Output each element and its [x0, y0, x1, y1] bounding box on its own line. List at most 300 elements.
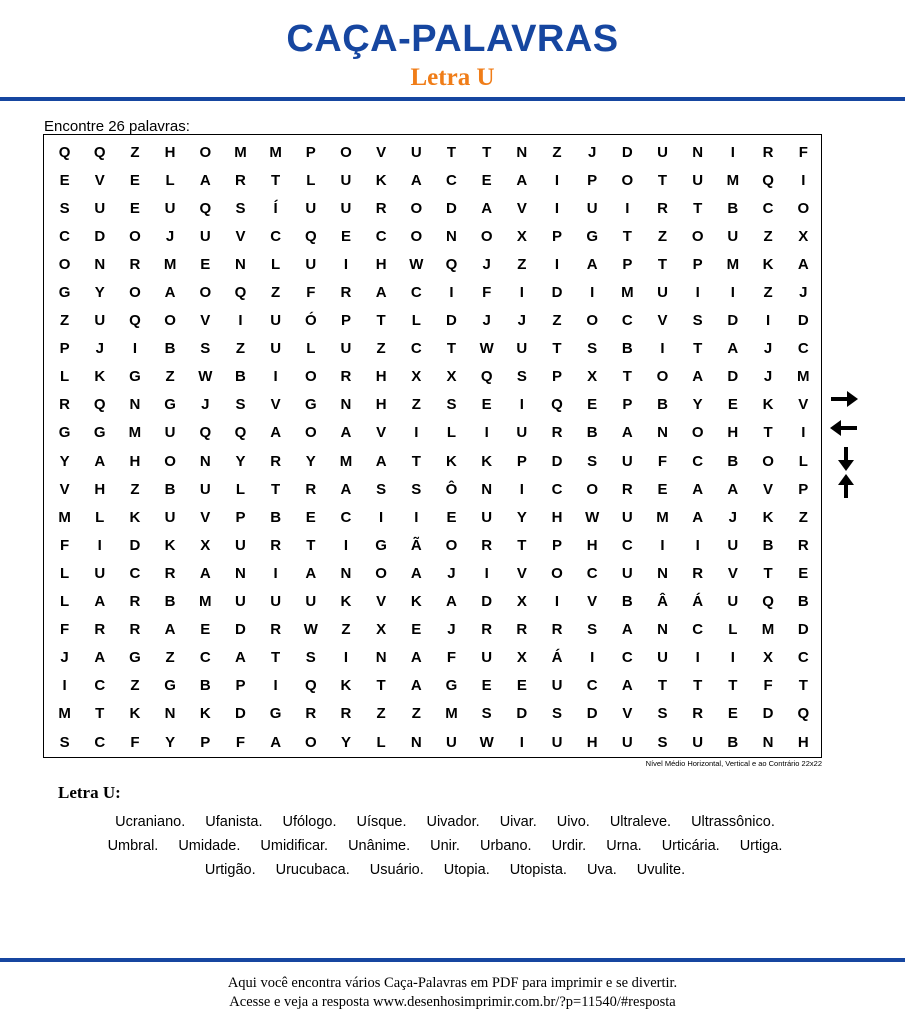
- grid-cell: T: [446, 340, 457, 358]
- grid-cell: O: [340, 143, 352, 161]
- grid-cell: X: [411, 368, 422, 386]
- grid-cell: A: [692, 508, 704, 526]
- grid-cell: B: [621, 340, 633, 358]
- grid-cell: S: [587, 621, 598, 639]
- grid-cell: A: [621, 677, 633, 695]
- grid-cell: K: [762, 396, 774, 414]
- grid-cell: Y: [165, 733, 176, 751]
- grid-cell: V: [622, 705, 633, 723]
- grid-cell: A: [410, 171, 422, 189]
- grid-cell: C: [692, 621, 704, 639]
- grid-cell: I: [554, 171, 560, 189]
- grid-cell: K: [129, 508, 141, 526]
- grid-cell: A: [94, 593, 106, 611]
- grid-cell: J: [447, 564, 456, 582]
- grid-cell: R: [164, 564, 176, 582]
- grid-cell: U: [164, 424, 176, 442]
- grid-cell: J: [482, 312, 491, 330]
- grid-cell: A: [410, 564, 422, 582]
- grid-cell: O: [164, 312, 176, 330]
- grid-cell: M: [199, 593, 212, 611]
- grid-cell: A: [340, 424, 352, 442]
- grid-cell: I: [590, 284, 595, 302]
- grid-cell: H: [94, 480, 106, 498]
- grid-cell: F: [446, 649, 457, 667]
- grid-cell: Z: [165, 649, 175, 667]
- grid-cell: U: [727, 227, 739, 245]
- grid-cell: P: [59, 340, 70, 358]
- grid-cell: Q: [304, 227, 317, 245]
- word-list-item: Urtiga.: [739, 838, 783, 854]
- grid-cell: A: [586, 255, 598, 273]
- grid-cell: X: [516, 593, 527, 611]
- grid-cell: Z: [376, 340, 386, 358]
- word-list-item: Urbano.: [479, 838, 532, 854]
- word-list-item: Ucraniano.: [115, 814, 186, 830]
- word-list-item: Umbral.: [107, 838, 159, 854]
- grid-cell: T: [763, 424, 773, 442]
- grid-cell: C: [621, 649, 633, 667]
- grid-cell: I: [238, 312, 243, 330]
- grid-cell: Ô: [445, 480, 458, 498]
- grid-cell: U: [199, 227, 211, 245]
- grid-cell: V: [376, 424, 387, 442]
- grid-cell: O: [691, 424, 704, 442]
- word-list-item: Uísque.: [356, 814, 407, 830]
- grid-row: [47, 644, 821, 672]
- grid-cell: D: [446, 312, 457, 330]
- grid-cell: A: [94, 649, 106, 667]
- grid-cell: T: [376, 677, 386, 695]
- grid-cell: W: [585, 508, 600, 526]
- grid-cell: D: [235, 705, 246, 723]
- grid-cell: M: [761, 621, 775, 639]
- grid-cell: N: [410, 733, 422, 751]
- grid-cell: R: [481, 621, 493, 639]
- grid-cell: M: [797, 368, 810, 386]
- grid-cell: N: [129, 396, 141, 414]
- grid-cell: A: [94, 452, 106, 470]
- grid-cell: K: [129, 705, 141, 723]
- grid-cell: C: [586, 564, 598, 582]
- grid-cell: A: [481, 199, 493, 217]
- grid-cell: T: [517, 536, 527, 554]
- grid-cell: A: [797, 255, 809, 273]
- grid-row: [47, 335, 821, 363]
- grid-cell: Z: [411, 705, 421, 723]
- grid-cell: I: [132, 340, 138, 358]
- grid-cell: S: [587, 452, 598, 470]
- word-list-line: [40, 810, 850, 834]
- grid-cell: O: [410, 227, 423, 245]
- grid-cell: I: [625, 199, 630, 217]
- word-list-item: Umidade.: [178, 838, 241, 854]
- grid-row: [47, 588, 821, 616]
- grid-cell: A: [727, 480, 739, 498]
- grid-cell: N: [692, 143, 704, 161]
- grid-cell: H: [797, 733, 809, 751]
- word-list-item: Ultraleve.: [609, 814, 672, 830]
- grid-cell: R: [235, 171, 246, 189]
- word-list-item: Urdir.: [551, 838, 587, 854]
- grid-row: [47, 222, 821, 250]
- grid-cell: K: [410, 593, 422, 611]
- grid-cell: U: [164, 199, 176, 217]
- grid-cell: T: [552, 340, 562, 358]
- grid-cell: H: [375, 255, 387, 273]
- word-list-item: Ultrassônico.: [691, 814, 775, 830]
- grid-cell: U: [446, 733, 457, 751]
- grid-cell: N: [516, 143, 528, 161]
- grid-cell: U: [94, 312, 106, 330]
- grid-cell: N: [762, 733, 774, 751]
- grid-cell: V: [94, 171, 105, 189]
- grid-cell: S: [59, 199, 70, 217]
- grid-cell: D: [621, 143, 633, 161]
- grid-cell: A: [199, 171, 211, 189]
- grid-cell: I: [519, 396, 524, 414]
- grid-cell: N: [657, 621, 668, 639]
- grid-cell: O: [410, 199, 423, 217]
- grid-cell: S: [59, 733, 70, 751]
- grid-cell: B: [270, 508, 282, 526]
- grid-cell: M: [656, 508, 669, 526]
- grid-cell: U: [657, 284, 668, 302]
- grid-table: [47, 138, 821, 756]
- grid-cell: M: [726, 171, 740, 189]
- grid-cell: C: [340, 508, 352, 526]
- grid-cell: R: [270, 536, 282, 554]
- grid-cell: K: [762, 508, 774, 526]
- grid-cell: I: [695, 536, 700, 554]
- grid-cell: I: [519, 284, 524, 302]
- grid-cell: E: [129, 199, 140, 217]
- grid-cell: Q: [199, 199, 212, 217]
- grid-cell: I: [660, 536, 665, 554]
- grid-cell: U: [340, 171, 352, 189]
- grid-cell: R: [129, 593, 141, 611]
- grid-cell: D: [446, 199, 457, 217]
- grid-cell: A: [199, 564, 211, 582]
- grid-cell: H: [586, 536, 598, 554]
- grid-cell: U: [727, 536, 739, 554]
- grid-cell: X: [763, 649, 774, 667]
- grid-cell: B: [164, 593, 176, 611]
- grid-row: [47, 503, 821, 531]
- grid-cell: G: [586, 227, 598, 245]
- grid-cell: K: [164, 536, 176, 554]
- grid-cell: N: [340, 396, 352, 414]
- grid-cell: T: [622, 368, 632, 386]
- grid-cell: O: [304, 733, 317, 751]
- grid-cell: R: [797, 536, 809, 554]
- grid-cell: U: [235, 593, 246, 611]
- word-list-item: Usuário.: [369, 862, 424, 878]
- grid-cell: N: [340, 564, 352, 582]
- grid-row: [47, 166, 821, 194]
- grid-cell: W: [198, 368, 213, 386]
- grid-cell: F: [130, 733, 140, 751]
- grid-cell: A: [164, 621, 176, 639]
- grid-cell: T: [306, 536, 316, 554]
- grid-cell: N: [657, 424, 668, 442]
- grid-cell: Â: [657, 593, 668, 611]
- grid-cell: P: [551, 536, 562, 554]
- grid-cell: I: [554, 593, 560, 611]
- grid-cell: J: [201, 396, 210, 414]
- grid-cell: D: [551, 284, 563, 302]
- grid-cell: I: [660, 340, 665, 358]
- grid-row: [47, 559, 821, 587]
- grid-cell: O: [445, 536, 458, 554]
- grid-cell: E: [481, 171, 492, 189]
- grid-cell: J: [763, 340, 773, 358]
- grid-cell: I: [379, 508, 384, 526]
- grid-cell: B: [621, 593, 633, 611]
- grid-cell: R: [692, 705, 704, 723]
- grid-cell: H: [164, 143, 176, 161]
- grid-cell: I: [519, 480, 524, 498]
- grid-cell: L: [165, 171, 175, 189]
- word-list-item: Utopia.: [443, 862, 490, 878]
- grid-cell: R: [270, 621, 282, 639]
- grid-cell: V: [516, 199, 527, 217]
- grid-cell: O: [586, 480, 598, 498]
- grid-row: [47, 391, 821, 419]
- grid-cell: C: [692, 452, 704, 470]
- grid-cell: R: [551, 621, 563, 639]
- word-list-item: Ufólogo.: [282, 814, 337, 830]
- grid-cell: H: [375, 368, 387, 386]
- grid-cell: M: [234, 143, 247, 161]
- grid-cell: Z: [60, 312, 70, 330]
- grid-cell: F: [798, 143, 808, 161]
- grid-cell: K: [199, 705, 211, 723]
- grid-cell: H: [129, 452, 141, 470]
- grid-cell: V: [587, 593, 598, 611]
- grid-cell: T: [657, 255, 668, 273]
- grid-cell: P: [305, 143, 316, 161]
- grid-cell: C: [94, 677, 106, 695]
- word-list-item: Uivar.: [499, 814, 537, 830]
- grid-cell: O: [58, 255, 71, 273]
- grid-row: [47, 700, 821, 728]
- grid-cell: T: [482, 143, 492, 161]
- grid-cell: Q: [551, 396, 563, 414]
- grid-cell: Z: [763, 227, 773, 245]
- grid-cell: E: [305, 508, 316, 526]
- grid-cell: Q: [234, 424, 247, 442]
- grid-cell: T: [693, 677, 703, 695]
- grid-cell: C: [410, 284, 422, 302]
- grid-cell: A: [340, 480, 352, 498]
- grid-cell: T: [271, 171, 281, 189]
- grid-cell: P: [340, 312, 351, 330]
- grid-cell: Q: [234, 284, 247, 302]
- grid-cell: I: [62, 677, 67, 695]
- grid-cell: I: [484, 564, 489, 582]
- grid-cell: E: [516, 677, 527, 695]
- grid-cell: I: [343, 649, 349, 667]
- grid-cell: A: [375, 452, 387, 470]
- grid-cell: Q: [762, 593, 774, 611]
- grid-cell: P: [798, 480, 809, 498]
- grid-cell: Q: [797, 705, 810, 723]
- grid-cell: S: [587, 340, 598, 358]
- grid-cell: Q: [199, 424, 212, 442]
- grid-cell: E: [587, 396, 598, 414]
- grid-cell: P: [235, 677, 246, 695]
- grid-cell: D: [797, 621, 809, 639]
- grid-cell: O: [304, 424, 317, 442]
- grid-cell: Z: [552, 143, 562, 161]
- grid-cell: M: [621, 284, 634, 302]
- word-list-item: Urna.: [606, 838, 642, 854]
- arrow-right-icon: [828, 387, 860, 411]
- grid-cell: N: [199, 452, 211, 470]
- grid-cell: F: [306, 284, 316, 302]
- grid-cell: B: [727, 733, 739, 751]
- grid-cell: X: [516, 649, 527, 667]
- grid-cell: G: [269, 705, 282, 723]
- grid-cell: S: [235, 199, 246, 217]
- grid-cell: E: [59, 171, 70, 189]
- grid-cell: T: [657, 171, 668, 189]
- grid-cell: U: [516, 424, 528, 442]
- footer-divider: [0, 958, 905, 962]
- grid-cell: T: [693, 199, 703, 217]
- grid-cell: W: [303, 621, 318, 639]
- grid-cell: R: [270, 452, 282, 470]
- grid-cell: A: [410, 677, 422, 695]
- grid-cell: O: [199, 143, 212, 161]
- grid-cell: I: [97, 536, 102, 554]
- grid-cell: G: [58, 424, 71, 442]
- grid-cell: E: [411, 621, 422, 639]
- grid-cell: Z: [130, 677, 140, 695]
- grid-cell: O: [129, 284, 141, 302]
- grid-cell: V: [763, 480, 774, 498]
- grid-cell: Á: [692, 593, 704, 611]
- grid-cell: J: [799, 284, 808, 302]
- grid-row: [47, 278, 821, 306]
- grid-cell: T: [657, 677, 668, 695]
- grid-row: [47, 728, 821, 756]
- grid-cell: P: [622, 255, 633, 273]
- page-subtitle: Letra U: [410, 64, 495, 91]
- grid-cell: U: [621, 452, 633, 470]
- grid-cell: E: [798, 564, 809, 582]
- grid-cell: Y: [692, 396, 703, 414]
- grid-cell: A: [692, 480, 704, 498]
- grid-cell: O: [797, 199, 810, 217]
- grid-cell: Í: [273, 199, 278, 217]
- grid-cell: C: [797, 649, 809, 667]
- grid-cell: Z: [130, 480, 140, 498]
- grid-cell: H: [586, 733, 598, 751]
- grid-cell: A: [270, 424, 282, 442]
- grid-cell: U: [692, 733, 704, 751]
- grid-cell: E: [481, 677, 492, 695]
- grid-cell: L: [60, 564, 70, 582]
- word-list-item: Uva.: [586, 862, 617, 878]
- grid-cell: R: [94, 621, 106, 639]
- grid-cell: D: [94, 227, 106, 245]
- grid-cell: T: [271, 480, 281, 498]
- grid-cell: V: [270, 396, 281, 414]
- grid-cell: U: [340, 340, 352, 358]
- grid-cell: V: [516, 564, 527, 582]
- grid-cell: V: [59, 480, 70, 498]
- word-list-item: Urucubaca.: [275, 862, 350, 878]
- grid-cell: R: [129, 255, 141, 273]
- grid-cell: S: [235, 396, 246, 414]
- grid-row: [47, 363, 821, 391]
- grid-cell: R: [375, 199, 387, 217]
- grid-cell: A: [692, 368, 704, 386]
- grid-cell: R: [340, 705, 352, 723]
- grid-cell: U: [305, 199, 317, 217]
- grid-cell: R: [621, 480, 633, 498]
- grid-cell: A: [621, 424, 633, 442]
- grid-cell: S: [481, 705, 492, 723]
- grid-cell: O: [480, 227, 493, 245]
- grid-cell: U: [164, 508, 176, 526]
- grid-cell: U: [340, 199, 352, 217]
- grid-cell: I: [554, 255, 560, 273]
- grid-cell: B: [657, 396, 668, 414]
- grid-cell: X: [798, 227, 809, 245]
- grid-cell: D: [551, 452, 563, 470]
- grid-cell: I: [801, 424, 806, 442]
- grid-cell: H: [727, 424, 739, 442]
- grid-cell: R: [692, 564, 704, 582]
- grid-row: [47, 672, 821, 700]
- word-search-grid: [43, 134, 822, 758]
- grid-cell: L: [446, 424, 457, 442]
- arrow-down-icon: [834, 445, 858, 473]
- grid-cell: T: [622, 227, 632, 245]
- grid-cell: R: [551, 424, 563, 442]
- grid-cell: L: [60, 368, 70, 386]
- grid-cell: Q: [129, 312, 141, 330]
- grid-cell: Y: [59, 452, 70, 470]
- grid-cell: B: [727, 199, 739, 217]
- grid-cell: S: [411, 480, 422, 498]
- grid-cell: B: [586, 424, 598, 442]
- word-list-item: Umidificar.: [260, 838, 329, 854]
- grid-cell: N: [481, 480, 493, 498]
- grid-cell: F: [60, 621, 70, 639]
- grid-cell: V: [798, 396, 809, 414]
- grid-cell: C: [586, 677, 598, 695]
- grid-cell: Z: [165, 368, 175, 386]
- grid-cell: C: [410, 340, 422, 358]
- grid-row: [47, 307, 821, 335]
- grid-cell: O: [762, 452, 774, 470]
- grid-cell: I: [695, 649, 700, 667]
- grid-cell: F: [60, 536, 70, 554]
- grid-cell: D: [516, 705, 528, 723]
- grid-cell: R: [305, 705, 317, 723]
- grid-cell: T: [411, 452, 421, 470]
- grid-cell: B: [164, 340, 176, 358]
- grid-cell: N: [235, 564, 246, 582]
- grid-cell: C: [621, 536, 633, 554]
- grid-cell: N: [94, 255, 106, 273]
- grid-cell: I: [343, 536, 349, 554]
- grid-cell: U: [551, 733, 563, 751]
